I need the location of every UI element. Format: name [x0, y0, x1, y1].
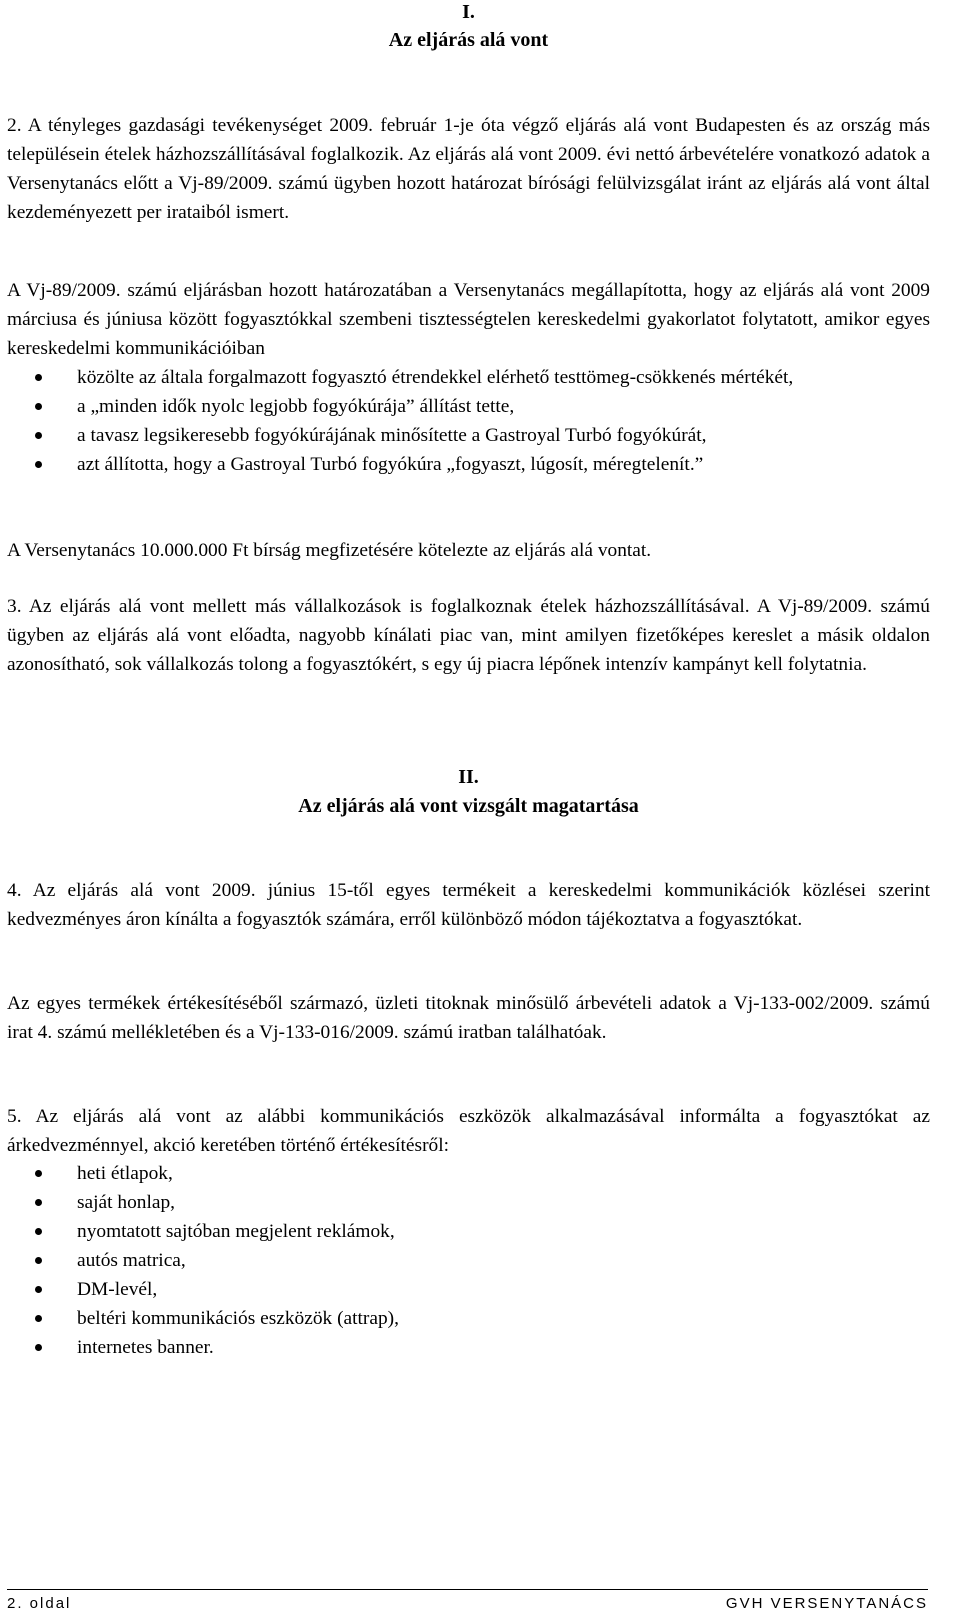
bullet-icon [35, 1315, 42, 1322]
list-item: azt állította, hogy a Gastroyal Turbó fogyókúra „fogyaszt, lúgosít, méregtelenít.” [7, 450, 930, 479]
paragraph-3: 3. Az eljárás alá vont mellett más vállalkozások is foglalkoznak ételek házhozszállításával. A Vj-89/2009. számú ügyben az eljárás alá vont előadta, nagyobb kínálati piac van, mint amilyen fizetőképes kereslet a másik oldalon azonosítható, sok vállalkozás tolong a fogyasztókért, s egy új piacra lépőnek intenzív kampányt kell folytatnia. [7, 596, 930, 676]
list-item: DM-levél, [7, 1275, 930, 1304]
section-number-2: II. [458, 766, 479, 788]
list-item: internetes banner. [7, 1333, 930, 1362]
bullet-icon [35, 1286, 42, 1293]
list-item: a tavasz legsikeresebb fogyókúrájának minősítette a Gastroyal Turbó fogyókúrát, [7, 421, 930, 450]
bullet-icon [35, 1170, 42, 1177]
bullet-list-1 [7, 363, 930, 479]
list-item: közölte az általa forgalmazott fogyasztó étrendekkel elérhető testtömeg-csökkenés mértékét, [7, 363, 930, 392]
bullet-icon [35, 374, 42, 381]
paragraph-4: 4. Az eljárás alá vont 2009. június 15-től egyes termékeit a kereskedelmi kommunikációk közlései szerint kedvezményes áron kínálta a fogyasztók számára, erről különböző módon tájékoztatva a fogyasztókat. [7, 880, 930, 931]
paragraph-vj89: A Vj-89/2009. számú eljárásban hozott határozatában a Versenytanács megállapította, hogy az eljárás alá vont 2009 márciusa és júniusa között fogyasztókkal szembeni tisztességtelen kereskedelmi gyakorlatot folytatott, amikor egyes kereskedelmi kommunikációiban [7, 280, 930, 360]
page-number: 2. oldal [7, 1595, 72, 1612]
bullet-icon [35, 432, 42, 439]
bullet-list-2 [7, 1159, 930, 1362]
bullet-icon [35, 1199, 42, 1206]
list-item: a „minden idők nyolc legjobb fogyókúrája” állítást tette, [7, 392, 930, 421]
paragraph-2: 2. A tényleges gazdasági tevékenységet 2009. február 1-je óta végző eljárás alá vont Budapesten és az ország más településein ételek házhozszállításával foglalkozik. Az eljárás alá vont 2009. évi nettó árbevételére vonatkozó adatok a Versenytanács előtt a Vj-89/2009. számú ügyben hozott határozat bírósági felülvizsgálat iránt az eljárás alá vont által kezdeményezett per irataiból ismert. [7, 115, 930, 224]
bullet-icon [35, 1344, 42, 1351]
bullet-icon [35, 1228, 42, 1235]
bullet-icon [35, 1257, 42, 1264]
bullet-icon [35, 461, 42, 468]
footer-organization: GVH VERSENYTANÁCS [725, 1595, 928, 1612]
list-item: saját honlap, [7, 1188, 930, 1217]
paragraph-secret: Az egyes termékek értékesítéséből származó, üzleti titoknak minősülő árbevételi adatok a Vj-133-002/2009. számú irat 4. számú mellékletében és a Vj-133-016/2009. számú iratban találhatóak. [7, 993, 930, 1044]
list-item: autós matrica, [7, 1246, 930, 1275]
footer-divider [7, 1589, 928, 1590]
bullet-icon [35, 403, 42, 410]
list-item: heti étlapok, [7, 1159, 930, 1188]
paragraph-5: 5. Az eljárás alá vont az alábbi kommunikációs eszközök alkalmazásával informálta a fogyasztókat az árkedvezménnyel, akció keretében történő értékesítésről: [7, 1106, 930, 1157]
list-item: beltéri kommunikációs eszközök (attrap), [7, 1304, 930, 1333]
section-title-1: Az eljárás alá vont [388, 29, 549, 51]
section-number-1: I. [462, 1, 475, 23]
list-item: nyomtatott sajtóban megjelent reklámok, [7, 1217, 930, 1246]
paragraph-fine: A Versenytanács 10.000.000 Ft bírság megfizetésére kötelezte az eljárás alá vontat. [7, 540, 652, 561]
section-title-2: Az eljárás alá vont vizsgált magatartása [298, 795, 639, 817]
